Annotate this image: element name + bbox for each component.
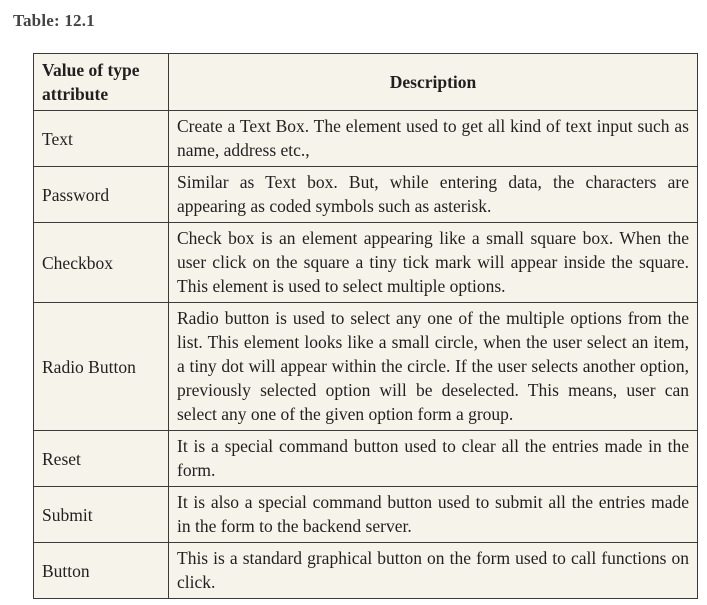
header-value-of-type-attribute: Value of type attribute	[34, 54, 169, 111]
header-description: Description	[169, 54, 698, 111]
row-value-cell: Text	[34, 111, 169, 167]
table-row	[34, 223, 698, 303]
row-value-cell: Radio Button	[34, 303, 169, 431]
row-description-cell: Radio button is used to select any one of the multiple options from the list. This element looks like a small circle, when the user select an item, a tiny dot will appear within the circle. If the user selects another option, previously selected option will be deselected. This means, user can select any one of the given option form a group.	[169, 303, 698, 431]
table-caption: Table: 12.1	[13, 11, 95, 30]
table-header-row	[34, 54, 698, 111]
row-description-cell: This is a standard graphical button on the form used to call functions on click.	[169, 543, 698, 599]
table-row	[34, 487, 698, 543]
table-row	[34, 543, 698, 599]
table-row	[34, 431, 698, 487]
row-value-cell: Checkbox	[34, 223, 169, 303]
row-value-cell: Submit	[34, 487, 169, 543]
table-row	[34, 167, 698, 223]
table-row	[34, 303, 698, 431]
row-description-cell: Create a Text Box. The element used to get all kind of text input such as name, address etc.,	[169, 111, 698, 167]
row-description-cell: Similar as Text box. But, while entering data, the characters are appearing as coded symbols such as asterisk.	[169, 167, 698, 223]
row-value-cell: Password	[34, 167, 169, 223]
row-value-cell: Reset	[34, 431, 169, 487]
row-description-cell: Check box is an element appearing like a small square box. When the user click on the square a tiny tick mark will appear inside the square. This element is used to select multiple options.	[169, 223, 698, 303]
type-attribute-table	[33, 53, 698, 599]
row-description-cell: It is a special command button used to clear all the entries made in the form.	[169, 431, 698, 487]
row-value-cell: Button	[34, 543, 169, 599]
row-description-cell: It is also a special command button used to submit all the entries made in the form to the backend server.	[169, 487, 698, 543]
table-row	[34, 111, 698, 167]
